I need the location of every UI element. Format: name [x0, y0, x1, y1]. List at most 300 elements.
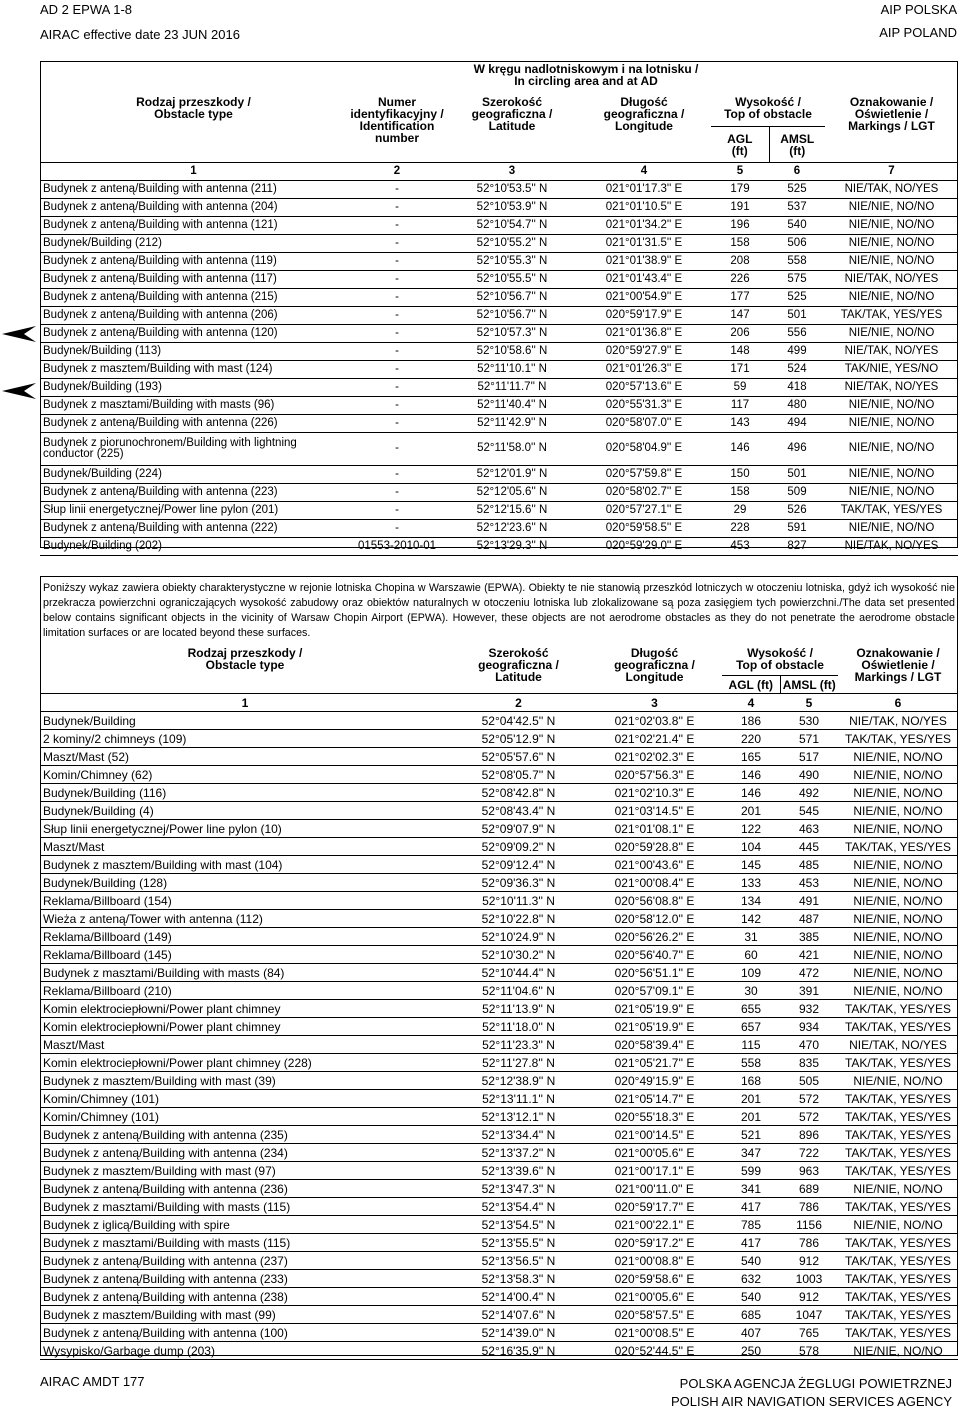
table-cell: 591: [769, 520, 825, 538]
table-cell: Budynek z anteną/Building with antenna (233): [40, 1270, 450, 1288]
table-cell: 572: [780, 1090, 838, 1108]
table-cell: 912: [780, 1252, 838, 1270]
table-cell: 52°11'10.1'' N: [447, 361, 577, 379]
table-cell: 168: [722, 1072, 780, 1090]
table-cell: Budynek z anteną/Building with antenna (223): [40, 484, 347, 502]
table-cell: 020°59'17.9'' E: [577, 307, 711, 325]
table-cell: Słup linii energetycznej/Power line pylon (10): [40, 820, 450, 838]
table-cell: Budynek z anteną/Building with antenna (235): [40, 1126, 450, 1144]
table-cell: 689: [780, 1180, 838, 1198]
table-cell: Budynek z anteną/Building with antenna (204): [40, 199, 347, 217]
table-cell: TAK/TAK, YES/YES: [838, 1324, 958, 1342]
table-cell: 020°59'27.9'' E: [577, 343, 711, 361]
table-cell: TAK/NIE, YES/NO: [825, 361, 958, 379]
table-cell: TAK/TAK, YES/YES: [838, 1234, 958, 1252]
table-cell: 109: [722, 964, 780, 982]
table-cell: 52°08'05.7'' N: [450, 766, 587, 784]
table-cell: 021°00'22.1'' E: [587, 1216, 722, 1234]
table-row: [40, 856, 958, 874]
table-cell: 52°10'55.5'' N: [447, 271, 577, 289]
col-header-amsl: AMSL (ft): [769, 127, 825, 163]
table-cell: 122: [722, 820, 780, 838]
table-cell: TAK/TAK, YES/YES: [838, 1162, 958, 1180]
table-cell: 179: [711, 181, 769, 199]
table-cell: 020°56'40.7'' E: [587, 946, 722, 964]
table-cell: 52°13'54.4'' N: [450, 1198, 587, 1216]
column-number: 2: [347, 163, 447, 181]
table-cell: 52°13'54.5'' N: [450, 1216, 587, 1234]
table-row: [40, 946, 958, 964]
table-cell: NIE/NIE, NO/NO: [838, 946, 958, 964]
column-number-row-2: [40, 694, 958, 712]
table-cell: 52°11'04.6'' N: [450, 982, 587, 1000]
table-row: [40, 217, 958, 235]
table-cell: 1047: [780, 1306, 838, 1324]
table-cell: Maszt/Mast: [40, 1036, 450, 1054]
table-cell: 52°11'13.9'' N: [450, 1000, 587, 1018]
table-cell: Budynek z masztem/Building with mast (99): [40, 1306, 450, 1324]
table-cell: 52°11'11.7'' N: [447, 379, 577, 397]
table-cell: 143: [711, 415, 769, 433]
table-cell: 786: [780, 1198, 838, 1216]
table-cell: 341: [722, 1180, 780, 1198]
table-cell: 021°01'31.5'' E: [577, 235, 711, 253]
table-cell: 165: [722, 748, 780, 766]
table-cell: NIE/NIE, NO/NO: [838, 964, 958, 982]
col-header-longitude-2: Długość geograficzna / Longitude: [614, 646, 695, 684]
table-row: [40, 1054, 958, 1072]
table-cell: NIE/TAK, NO/YES: [825, 379, 958, 397]
table-row: [40, 484, 958, 502]
column-number: 3: [587, 694, 722, 712]
table-cell: 01553-2010-01: [347, 538, 447, 556]
table-cell: NIE/TAK, NO/YES: [838, 1036, 958, 1054]
table-cell: Budynek z anteną/Building with antenna (100): [40, 1324, 450, 1342]
column-number: 2: [450, 694, 587, 712]
table-cell: 020°55'31.3'' E: [577, 397, 711, 415]
table-cell: NIE/NIE, NO/NO: [838, 982, 958, 1000]
table-cell: 020°57'27.1'' E: [577, 502, 711, 520]
table-cell: TAK/TAK, YES/YES: [838, 1198, 958, 1216]
table-cell: 509: [769, 484, 825, 502]
table-cell: 021°05'19.9'' E: [587, 1018, 722, 1036]
table-cell: 52°10'11.3'' N: [450, 892, 587, 910]
table-cell: 196: [711, 217, 769, 235]
table-cell: 021°00'11.0'' E: [587, 1180, 722, 1198]
table-cell: 492: [780, 784, 838, 802]
table-cell: 52°12'01.9'' N: [447, 466, 577, 484]
table-cell: Budynek/Building (224): [40, 466, 347, 484]
table-cell: 133: [722, 874, 780, 892]
table-cell: 52°13'39.6'' N: [450, 1162, 587, 1180]
table-cell: 494: [769, 415, 825, 433]
table-cell: Reklama/Billboard (154): [40, 892, 450, 910]
table-cell: 52°14'00.4'' N: [450, 1288, 587, 1306]
col-header-identification: Numer identyfikacyjny / Identification number: [350, 95, 444, 145]
table-cell: 525: [769, 181, 825, 199]
table-cell: 470: [780, 1036, 838, 1054]
table-cell: NIE/NIE, NO/NO: [825, 415, 958, 433]
table-cell: 52°08'43.4'' N: [450, 802, 587, 820]
table-cell: 021°05'21.7'' E: [587, 1054, 722, 1072]
table-cell: 52°13'29.3'' N: [447, 538, 577, 556]
table-cell: 1156: [780, 1216, 838, 1234]
table-cell: 52°10'24.9'' N: [450, 928, 587, 946]
group-header-circling-area: W kręgu nadlotniskowym i na lotnisku / In circling area and at AD: [473, 62, 699, 88]
table-cell: 020°55'18.3'' E: [587, 1108, 722, 1126]
table-cell: Wysypisko/Garbage dump (203): [40, 1342, 450, 1360]
table-cell: 385: [780, 928, 838, 946]
table-cell: NIE/NIE, NO/NO: [838, 820, 958, 838]
col-header-markings-2: Oznakowanie / Oświetlenie / Markings / LGT: [854, 646, 942, 684]
table-row: [40, 1270, 958, 1288]
table-cell: 526: [769, 502, 825, 520]
table-row: [40, 1144, 958, 1162]
table-cell: Budynek/Building (113): [40, 343, 347, 361]
table-cell: 785: [722, 1216, 780, 1234]
table-cell: 021°01'38.9'' E: [577, 253, 711, 271]
table-cell: NIE/NIE, NO/NO: [825, 520, 958, 538]
table-cell: -: [347, 484, 447, 502]
table-cell: Budynek z anteną/Building with antenna (226): [40, 415, 347, 433]
table-cell: 521: [722, 1126, 780, 1144]
table-cell: TAK/TAK, YES/YES: [838, 1054, 958, 1072]
table-row: [40, 343, 958, 361]
table-cell: 52°10'57.3'' N: [447, 325, 577, 343]
col-header-top-of-obstacle-2: Wysokość / Top of obstacle: [736, 646, 824, 672]
table-row: [40, 1090, 958, 1108]
table-cell: Komin/Chimney (101): [40, 1108, 450, 1126]
table-cell: 52°14'07.6'' N: [450, 1306, 587, 1324]
table-row: [40, 802, 958, 820]
table-cell: 201: [722, 1090, 780, 1108]
table-cell: -: [347, 502, 447, 520]
table-cell: Budynek z masztem/Building with mast (124): [40, 361, 347, 379]
table-row: [40, 325, 958, 343]
table-cell: 463: [780, 820, 838, 838]
table-cell: Budynek z masztami/Building with masts (96): [40, 397, 347, 415]
airac-effective-date: AIRAC effective date 23 JUN 2016: [40, 27, 240, 42]
table-cell: 52°12'15.6'' N: [447, 502, 577, 520]
table-cell: 146: [722, 784, 780, 802]
table-cell: 020°58'57.5'' E: [587, 1306, 722, 1324]
column-number: 6: [838, 694, 958, 712]
table-cell: Budynek/Building: [40, 712, 450, 730]
table-cell: 52°11'40.4'' N: [447, 397, 577, 415]
table-cell: Reklama/Billboard (145): [40, 946, 450, 964]
table-row: [40, 379, 958, 397]
table-cell: NIE/NIE, NO/NO: [838, 1180, 958, 1198]
column-number: 1: [40, 163, 347, 181]
table-cell: 912: [780, 1288, 838, 1306]
col-header-top-of-obstacle: Wysokość / Top of obstacle: [724, 95, 812, 121]
table-cell: Komin elektrociepłowni/Power plant chimney (228): [40, 1054, 450, 1072]
table-cell: NIE/NIE, NO/NO: [825, 325, 958, 343]
table-row: [40, 1180, 958, 1198]
table-cell: 020°59'17.7'' E: [587, 1198, 722, 1216]
table-cell: 52°11'18.0'' N: [450, 1018, 587, 1036]
table-cell: TAK/TAK, YES/YES: [838, 838, 958, 856]
table-cell: 158: [711, 484, 769, 502]
table-row: [40, 964, 958, 982]
table-cell: -: [347, 466, 447, 484]
table-cell: NIE/NIE, NO/NO: [825, 217, 958, 235]
table-cell: 220: [722, 730, 780, 748]
table-cell: -: [347, 307, 447, 325]
publisher-en: POLISH AIR NAVIGATION SERVICES AGENCY: [670, 1394, 952, 1409]
table-cell: Budynek z masztem/Building with mast (97): [40, 1162, 450, 1180]
table-cell: 52°12'38.9'' N: [450, 1072, 587, 1090]
table-cell: -: [347, 181, 447, 199]
table-cell: 487: [780, 910, 838, 928]
table-cell: 827: [769, 538, 825, 556]
table-cell: 52°09'07.9'' N: [450, 820, 587, 838]
table-cell: 655: [722, 1000, 780, 1018]
table-row: [40, 1162, 958, 1180]
table-cell: 208: [711, 253, 769, 271]
page-reference: AD 2 EPWA 1-8: [40, 2, 132, 17]
column-number-row: [40, 163, 958, 181]
table-cell: 191: [711, 199, 769, 217]
table-cell: 896: [780, 1126, 838, 1144]
table-cell: 545: [780, 802, 838, 820]
table-cell: 52°12'23.6'' N: [447, 520, 577, 538]
table-cell: 021°01'10.5'' E: [577, 199, 711, 217]
table-cell: 52°10'55.2'' N: [447, 235, 577, 253]
table-cell: 525: [769, 289, 825, 307]
table-row: [40, 1018, 958, 1036]
table-cell: 786: [780, 1234, 838, 1252]
table-row: [40, 874, 958, 892]
table-cell: TAK/TAK, YES/YES: [838, 1090, 958, 1108]
table-cell: 52°10'53.9'' N: [447, 199, 577, 217]
table-cell: 148: [711, 343, 769, 361]
table-cell: 52°04'42.5'' N: [450, 712, 587, 730]
table-cell: 558: [769, 253, 825, 271]
table-cell: 115: [722, 1036, 780, 1054]
table-row: [40, 253, 958, 271]
table-cell: 480: [769, 397, 825, 415]
table-cell: 391: [780, 982, 838, 1000]
table-cell: 60: [722, 946, 780, 964]
table-cell: 021°01'08.1'' E: [587, 820, 722, 838]
table-cell: NIE/NIE, NO/NO: [838, 784, 958, 802]
table-cell: 52°13'47.3'' N: [450, 1180, 587, 1198]
table-cell: 117: [711, 397, 769, 415]
table-cell: TAK/TAK, YES/YES: [838, 1126, 958, 1144]
table-cell: NIE/TAK, NO/YES: [838, 712, 958, 730]
table-cell: Słup linii energetycznej/Power line pylon (201): [40, 502, 347, 520]
table-cell: 158: [711, 235, 769, 253]
table-cell: 347: [722, 1144, 780, 1162]
table-cell: NIE/TAK, NO/YES: [825, 271, 958, 289]
table-cell: 765: [780, 1324, 838, 1342]
column-number: 6: [769, 163, 825, 181]
table-cell: -: [347, 199, 447, 217]
table-cell: 021°00'08.5'' E: [587, 1324, 722, 1342]
table-cell: -: [347, 379, 447, 397]
table-cell: 572: [780, 1108, 838, 1126]
table-cell: 52°13'12.1'' N: [450, 1108, 587, 1126]
table-cell: 250: [722, 1342, 780, 1360]
table-cell: 142: [722, 910, 780, 928]
significant-objects-note: Poniższy wykaz zawiera obiekty charakterystyczne w rejonie lotniska Chopina w Warszawie (EPWA). Obiekty te nie stanowią przeszkód lotniczych w otoczeniu lotniska, gdyż ich wysokość nie przekracza powierzchni ograniczających wysokość zabudowy oraz obiektów naturalnych w otoczeniu lotniska lub zlokalizowane są poza zasięgiem tych powierzchni./The data set presented below contains significant objects in the vicinity of Warsaw Chopin Airport (EPWA). However, these objects are not aerodrome obstacles as they do not penetrate the aerodrome obstacle limitation surfaces or are located beyond these surfaces.: [43, 582, 955, 639]
table-cell: 29: [711, 502, 769, 520]
table-cell: Budynek z anteną/Building with antenna (119): [40, 253, 347, 271]
table-cell: -: [347, 235, 447, 253]
table-cell: TAK/TAK, YES/YES: [838, 730, 958, 748]
table-cell: 453: [780, 874, 838, 892]
col-header-agl: AGL (ft): [711, 127, 769, 163]
table-row: [40, 1306, 958, 1324]
table-cell: 52°10'54.7'' N: [447, 217, 577, 235]
table-cell: 52°10'22.8'' N: [450, 910, 587, 928]
column-number: 7: [825, 163, 958, 181]
table-cell: -: [347, 271, 447, 289]
table-row: [40, 1036, 958, 1054]
publisher-pl: POLSKA AGENCJA ŻEGLUGI POWIETRZNEJ: [679, 1376, 952, 1391]
table-cell: 632: [722, 1270, 780, 1288]
table-cell: 571: [780, 730, 838, 748]
table-cell: 020°59'29.0'' E: [577, 538, 711, 556]
col-header-markings: Oznakowanie / Oświetlenie / Markings / LGT: [848, 95, 935, 133]
table-cell: 485: [780, 856, 838, 874]
table-cell: NIE/TAK, NO/YES: [825, 538, 958, 556]
table-cell: 104: [722, 838, 780, 856]
table-cell: 506: [769, 235, 825, 253]
table-cell: Budynek/Building (128): [40, 874, 450, 892]
table-cell: 52°13'58.3'' N: [450, 1270, 587, 1288]
table-cell: 418: [769, 379, 825, 397]
table-cell: NIE/NIE, NO/NO: [838, 856, 958, 874]
table-cell: 52°09'12.4'' N: [450, 856, 587, 874]
table-cell: 021°01'26.3'' E: [577, 361, 711, 379]
table-cell: 52°11'27.8'' N: [450, 1054, 587, 1072]
table-cell: 021°00'54.9'' E: [577, 289, 711, 307]
table-cell: 558: [722, 1054, 780, 1072]
table-cell: NIE/NIE, NO/NO: [825, 253, 958, 271]
table-cell: 52°11'42.9'' N: [447, 415, 577, 433]
table-row: [40, 199, 958, 217]
airac-amendment: AIRAC AMDT 177: [40, 1374, 145, 1389]
table-cell: NIE/NIE, NO/NO: [838, 1216, 958, 1234]
table-cell: 540: [769, 217, 825, 235]
table-row: [40, 982, 958, 1000]
table-cell: 578: [780, 1342, 838, 1360]
table-cell: Komin/Chimney (62): [40, 766, 450, 784]
table-cell: NIE/NIE, NO/NO: [825, 466, 958, 484]
table-row: [40, 1126, 958, 1144]
table-cell: 020°59'17.2'' E: [587, 1234, 722, 1252]
table-cell: 599: [722, 1162, 780, 1180]
table-cell: 52°10'53.5'' N: [447, 181, 577, 199]
table-cell: 020°58'02.7'' E: [577, 484, 711, 502]
table-row: [40, 1342, 958, 1360]
table-cell: 020°57'56.3'' E: [587, 766, 722, 784]
significant-objects-table: [40, 646, 958, 1360]
column-number: 1: [40, 694, 450, 712]
table-cell: 52°05'12.9'' N: [450, 730, 587, 748]
table-cell: Budynek z anteną/Building with antenna (236): [40, 1180, 450, 1198]
col-header-amsl-2: AMSL (ft): [780, 676, 838, 694]
table-cell: 59: [711, 379, 769, 397]
table-cell: 021°02'10.3'' E: [587, 784, 722, 802]
table-cell: 52°14'39.0'' N: [450, 1324, 587, 1342]
table-cell: 021°02'21.4'' E: [587, 730, 722, 748]
table-cell: 932: [780, 1000, 838, 1018]
publication-title-pl: AIP POLSKA: [880, 2, 957, 17]
table-row: [40, 730, 958, 748]
table-cell: 021°00'08.8'' E: [587, 1252, 722, 1270]
table-cell: NIE/NIE, NO/NO: [838, 748, 958, 766]
table-cell: NIE/NIE, NO/NO: [838, 1072, 958, 1090]
table-cell: 1003: [780, 1270, 838, 1288]
table-cell: NIE/NIE, NO/NO: [838, 874, 958, 892]
table-cell: Budynek z anteną/Building with antenna (211): [40, 181, 347, 199]
table-cell: Budynek z masztami/Building with masts (115): [40, 1234, 450, 1252]
table-cell: 020°49'15.9'' E: [587, 1072, 722, 1090]
table-cell: 445: [780, 838, 838, 856]
table-row: [40, 502, 958, 520]
table-cell: 52°13'55.5'' N: [450, 1234, 587, 1252]
table-row: [40, 838, 958, 856]
table-cell: 226: [711, 271, 769, 289]
table-cell: Budynek/Building (202): [40, 538, 347, 556]
table-cell: -: [347, 397, 447, 415]
table-cell: 685: [722, 1306, 780, 1324]
table-cell: 2 kominy/2 chimneys (109): [40, 730, 450, 748]
table-cell: NIE/NIE, NO/NO: [825, 289, 958, 307]
table-cell: 020°57'13.6'' E: [577, 379, 711, 397]
table-row: [40, 307, 958, 325]
table-cell: 020°57'59.8'' E: [577, 466, 711, 484]
table-cell: 490: [780, 766, 838, 784]
table-cell: TAK/TAK, YES/YES: [825, 307, 958, 325]
table-cell: 201: [722, 1108, 780, 1126]
table-row: [40, 1288, 958, 1306]
table-row: [40, 1072, 958, 1090]
table-row: [40, 415, 958, 433]
table-cell: Budynek/Building (4): [40, 802, 450, 820]
table-cell: TAK/TAK, YES/YES: [838, 1000, 958, 1018]
table-cell: Komin elektrociepłowni/Power plant chimney: [40, 1000, 450, 1018]
table-cell: 147: [711, 307, 769, 325]
table-cell: 556: [769, 325, 825, 343]
table-cell: 021°01'17.3'' E: [577, 181, 711, 199]
table-cell: 657: [722, 1018, 780, 1036]
table-cell: Komin elektrociepłowni/Power plant chimney: [40, 1018, 450, 1036]
table-cell: 021°01'34.2'' E: [577, 217, 711, 235]
col-header-obstacle-type: Rodzaj przeszkody / Obstacle type: [136, 95, 251, 121]
table-row: [40, 271, 958, 289]
table-cell: 52°10'56.7'' N: [447, 289, 577, 307]
table-cell: Budynek z masztem/Building with mast (104): [40, 856, 450, 874]
table-row: [40, 289, 958, 307]
col-header-longitude: Długość geograficzna / Longitude: [603, 95, 685, 133]
table-cell: Budynek z anteną/Building with antenna (222): [40, 520, 347, 538]
table-row: [40, 712, 958, 730]
table-cell: 020°52'44.5'' E: [587, 1342, 722, 1360]
table-cell: NIE/NIE, NO/NO: [838, 1342, 958, 1360]
table-cell: NIE/NIE, NO/NO: [825, 397, 958, 415]
table-cell: NIE/NIE, NO/NO: [838, 928, 958, 946]
column-number: 4: [577, 163, 711, 181]
table-cell: 52°09'09.2'' N: [450, 838, 587, 856]
table-row: [40, 748, 958, 766]
table-cell: Budynek/Building (193): [40, 379, 347, 397]
table-cell: 021°00'14.5'' E: [587, 1126, 722, 1144]
table-cell: 177: [711, 289, 769, 307]
